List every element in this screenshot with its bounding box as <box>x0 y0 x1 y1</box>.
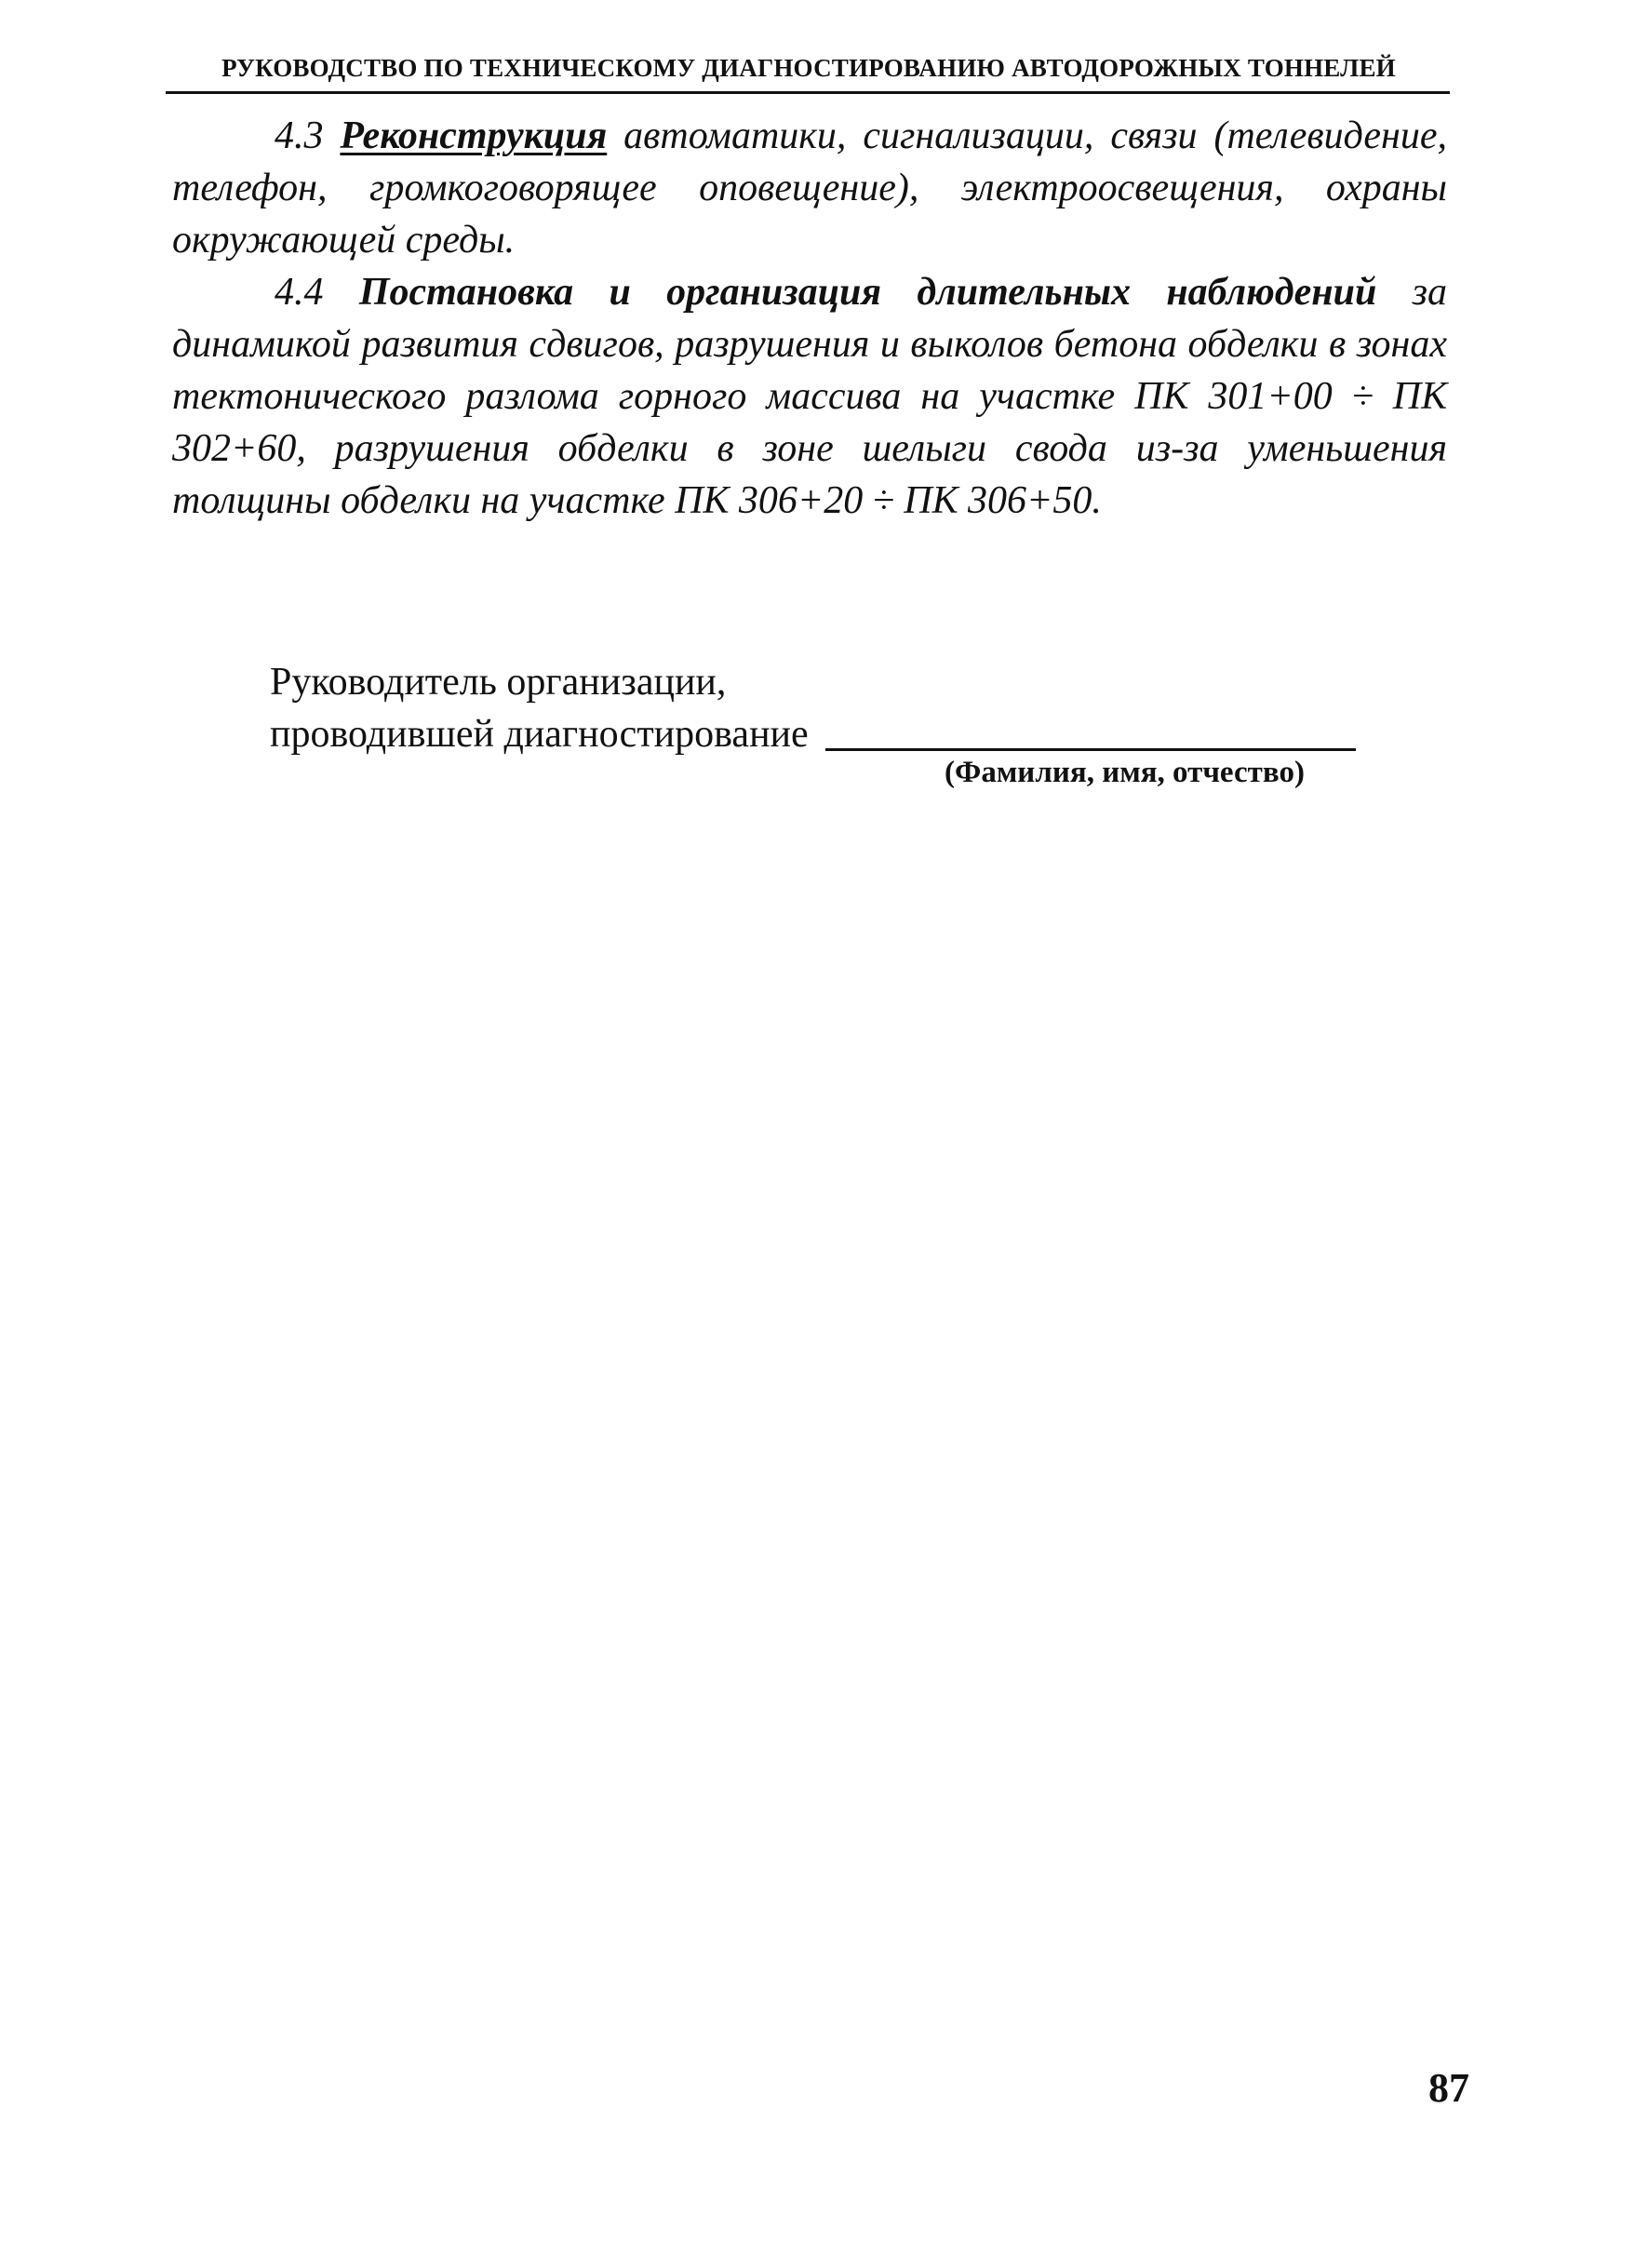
document-body <box>172 110 1447 527</box>
page-number: 87 <box>1428 2065 1469 2111</box>
signature-label-2: проводившей диагностирование <box>270 713 809 756</box>
signature-line-2 <box>270 708 1452 760</box>
header-rule <box>166 91 1450 94</box>
signature-line-1 <box>270 656 1452 708</box>
section-heading: Постановка и организация длительных наблюдений <box>358 271 1377 314</box>
section-number: 4.4 <box>275 271 324 314</box>
signature-block <box>270 656 1452 760</box>
section-text: автоматики, сигнализации, связи (телевидение, телефон, громкоговорящее оповещение), электроосвещения, охраны окружающей среды. <box>172 114 1447 262</box>
section-heading: Реконструкция <box>340 114 608 157</box>
section-4-3 <box>172 110 1447 266</box>
section-number: 4.3 <box>275 114 324 157</box>
section-text: за динамикой развития сдвигов, разрушения и выколов бетона обделки в зонах тектонического разлома горного массива на участке ПК 301+00 ÷ ПК 302+60, разрушения обделки в зоне шелыги свода из-за уменьшения толщины обделки на участке ПК 306+20 ÷ ПК 306+50. <box>172 271 1448 522</box>
signature-label-1: Руководитель организации, <box>270 661 727 704</box>
signature-blank-line <box>825 748 1356 751</box>
running-header: РУКОВОДСТВО ПО ТЕХНИЧЕСКОМУ ДИАГНОСТИРОВАНИЮ АВТОДОРОЖНЫХ ТОННЕЛЕЙ <box>221 54 1396 82</box>
section-4-4 <box>172 266 1447 527</box>
signature-caption: (Фамилия, имя, отчество) <box>945 756 1305 789</box>
